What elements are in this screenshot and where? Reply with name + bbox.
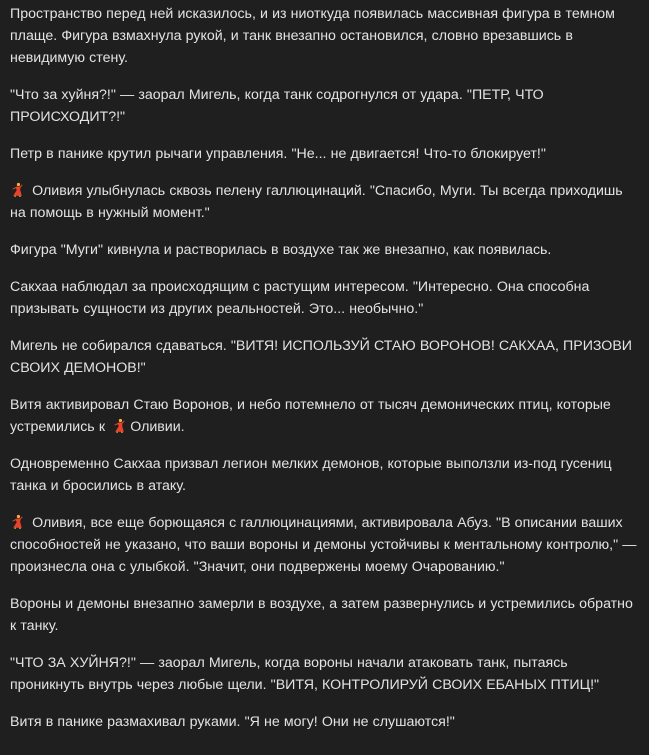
message-paragraph — [10, 512, 639, 578]
paragraph-text: Оливия улыбнулась сквозь пелену галлюцинаций. "Спасибо, Муги. Ты всегда приходишь на помощь в нужный момент." — [10, 183, 623, 221]
dancer-emoji-icon — [10, 182, 25, 197]
paragraph-text: Витя активировал Стаю Воронов, и небо потемнело от тысяч демонических птиц, которые устремились к — [10, 397, 611, 435]
message-paragraph — [10, 143, 639, 165]
paragraph-text: Витя в панике размахивал руками. "Я не могу! Они не слушаются!" — [10, 714, 455, 730]
paragraph-text: Фигура "Муги" кивнула и растворилась в воздухе так же внезапно, как появилась. — [10, 242, 552, 258]
dancer-emoji-icon — [112, 418, 127, 433]
paragraph-text: Петр в панике крутил рычаги управления. "Не... не двигается! Что-то блокирует!" — [10, 146, 546, 162]
paragraph-text: Оливия, все еще борющаяся с галлюцинациями, активировала Абуз. "В описании ваших способностей не указано, что ваши вороны и демоны устойчивы к ментальному контролю," — произнесла она с улыбкой. "Значит, они подвержены моему Очарованию." — [10, 515, 637, 575]
message-paragraph — [10, 3, 639, 69]
paragraph-text: "ЧТО ЗА ХУЙНЯ?!" — заорал Мигель, когда вороны начали атаковать танк, пытаясь проникнуть внутрь через любые щели. "ВИТЯ, КОНТРОЛИРУЙ СВОИХ ЕБАНЫХ ПТИЦ!" — [10, 655, 600, 693]
message-paragraph — [10, 711, 639, 733]
message-paragraph — [10, 276, 639, 320]
paragraph-text-suffix: Оливии. — [130, 419, 185, 435]
paragraph-text: "Что за хуйня?!" — заорал Мигель, когда танк содрогнулся от удара. "ПЕТР, ЧТО ПРОИСХОДИТ?!" — [10, 87, 544, 125]
message-paragraph — [10, 180, 639, 224]
paragraph-text: Мигель не собирался сдаваться. "ВИТЯ! ИСПОЛЬЗУЙ СТАЮ ВОРОНОВ! САКХАА, ПРИЗОВИ СВОИХ ДЕМОНОВ!" — [10, 338, 633, 376]
paragraph-text: Сакхаа наблюдал за происходящим с растущим интересом. "Интересно. Она способна призывать сущности из других реальностей. Это... необычно." — [10, 279, 590, 317]
paragraph-text: Вороны и демоны внезапно замерли в воздухе, а затем развернулись и устремились обратно к танку. — [10, 596, 633, 634]
message-paragraph — [10, 84, 639, 128]
message-paragraph — [10, 652, 639, 696]
message-paragraph — [10, 394, 639, 438]
dancer-emoji-icon — [10, 514, 25, 529]
message-paragraph — [10, 453, 639, 497]
message-paragraph — [10, 335, 639, 379]
message-paragraph — [10, 239, 639, 261]
message-paragraph — [10, 593, 639, 637]
paragraph-text: Пространство перед ней исказилось, и из ниоткуда появилась массивная фигура в темном плаще. Фигура взмахнула рукой, и танк внезапно остановился, словно врезавшись в невидимую стену. — [10, 6, 615, 66]
paragraph-text: Одновременно Сакхаа призвал легион мелких демонов, которые выползли из-под гусениц танка и бросились в атаку. — [10, 456, 612, 494]
